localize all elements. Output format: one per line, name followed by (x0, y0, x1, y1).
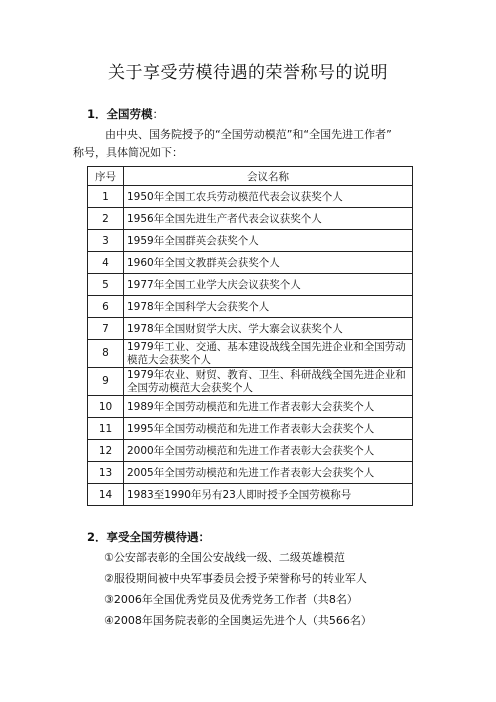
row-meeting-name: 2005年全国劳动模范和先进工作者表彰大会获奖个人 (124, 462, 413, 484)
table-row (88, 296, 413, 318)
page-title: 关于享受劳模待遇的荣誉称号的说明 (108, 63, 388, 83)
section1-heading-colon: ： (152, 107, 165, 121)
row-meeting-name: 1950年全国工农兵劳动模范代表会议获奖个人 (124, 186, 413, 208)
section2-item: ③2006年全国优秀党员及优秀党务工作者（共8名） (104, 593, 358, 606)
section1-intro-line1: 由中央、国务院授予的“全国劳动模范”和“全国先进工作者” (105, 128, 392, 141)
section1-intro-line2: 称号，具体简况如下： (73, 146, 183, 159)
section2-item: ④2008年国务院表彰的全国奥运先进个人（共566名） (104, 614, 372, 627)
table-row (88, 274, 413, 296)
row-meeting-name: 1995年全国劳动模范和先进工作者表彰大会获奖个人 (124, 418, 413, 440)
table-row (88, 368, 413, 396)
table-row (88, 418, 413, 440)
row-index: 7 (88, 318, 124, 340)
row-meeting-name: 1977年全国工业学大庆会议获奖个人 (124, 274, 413, 296)
table-row (88, 186, 413, 208)
header-index: 序号 (88, 167, 124, 186)
table-row (88, 440, 413, 462)
section2-heading: 2．享受全国劳模待遇： (87, 530, 211, 544)
row-meeting-name: 1959年全国群英会获奖个人 (124, 230, 413, 252)
row-index: 13 (88, 462, 124, 484)
table-row (88, 230, 413, 252)
row-index: 5 (88, 274, 124, 296)
row-meeting-name: 1956年全国先进生产者代表会议获奖个人 (124, 208, 413, 230)
row-meeting-name: 1960年全国文教群英会获奖个人 (124, 252, 413, 274)
table-row (88, 462, 413, 484)
row-index: 4 (88, 252, 124, 274)
row-meeting-name: 1978年全国财贸学大庆、学大寨会议获奖个人 (124, 318, 413, 340)
row-meeting-name: 1978年全国科学大会获奖个人 (124, 296, 413, 318)
table-row (88, 252, 413, 274)
section2-item: ①公安部表彰的全国公安战线一级、二级英雄模范 (104, 551, 345, 564)
row-index: 1 (88, 186, 124, 208)
row-meeting-name: 1989年全国劳动模范和先进工作者表彰大会获奖个人 (124, 396, 413, 418)
row-index: 2 (88, 208, 124, 230)
row-meeting-name: 1983至1990年另有23人即时授予全国劳模称号 (124, 484, 413, 506)
row-index: 6 (88, 296, 124, 318)
honors-table (87, 166, 413, 506)
table-row (88, 340, 413, 368)
row-index: 14 (88, 484, 124, 506)
table-row (88, 318, 413, 340)
section2-item: ②服役期间被中央军事委员会授予荣誉称号的转业军人 (104, 572, 367, 585)
table-row (88, 208, 413, 230)
row-index: 9 (88, 368, 124, 396)
row-index: 12 (88, 440, 124, 462)
header-meeting-name: 会议名称 (124, 167, 413, 186)
table-row (88, 484, 413, 506)
row-meeting-name: 2000年全国劳动模范和先进工作者表彰大会获奖个人 (124, 440, 413, 462)
table-row (88, 396, 413, 418)
section1-heading-text: 1．全国劳模 (87, 107, 153, 121)
row-meeting-name: 1979年工业、交通、基本建设战线全国先进企业和全国劳动模范大会获奖个人 (124, 340, 413, 368)
row-index: 8 (88, 340, 124, 368)
row-index: 11 (88, 418, 124, 440)
row-meeting-name: 1979年农业、财贸、教育、卫生、科研战线全国先进企业和全国劳动模范大会获奖个人 (124, 368, 413, 396)
section1-heading (87, 106, 164, 122)
row-index: 3 (88, 230, 124, 252)
row-index: 10 (88, 396, 124, 418)
